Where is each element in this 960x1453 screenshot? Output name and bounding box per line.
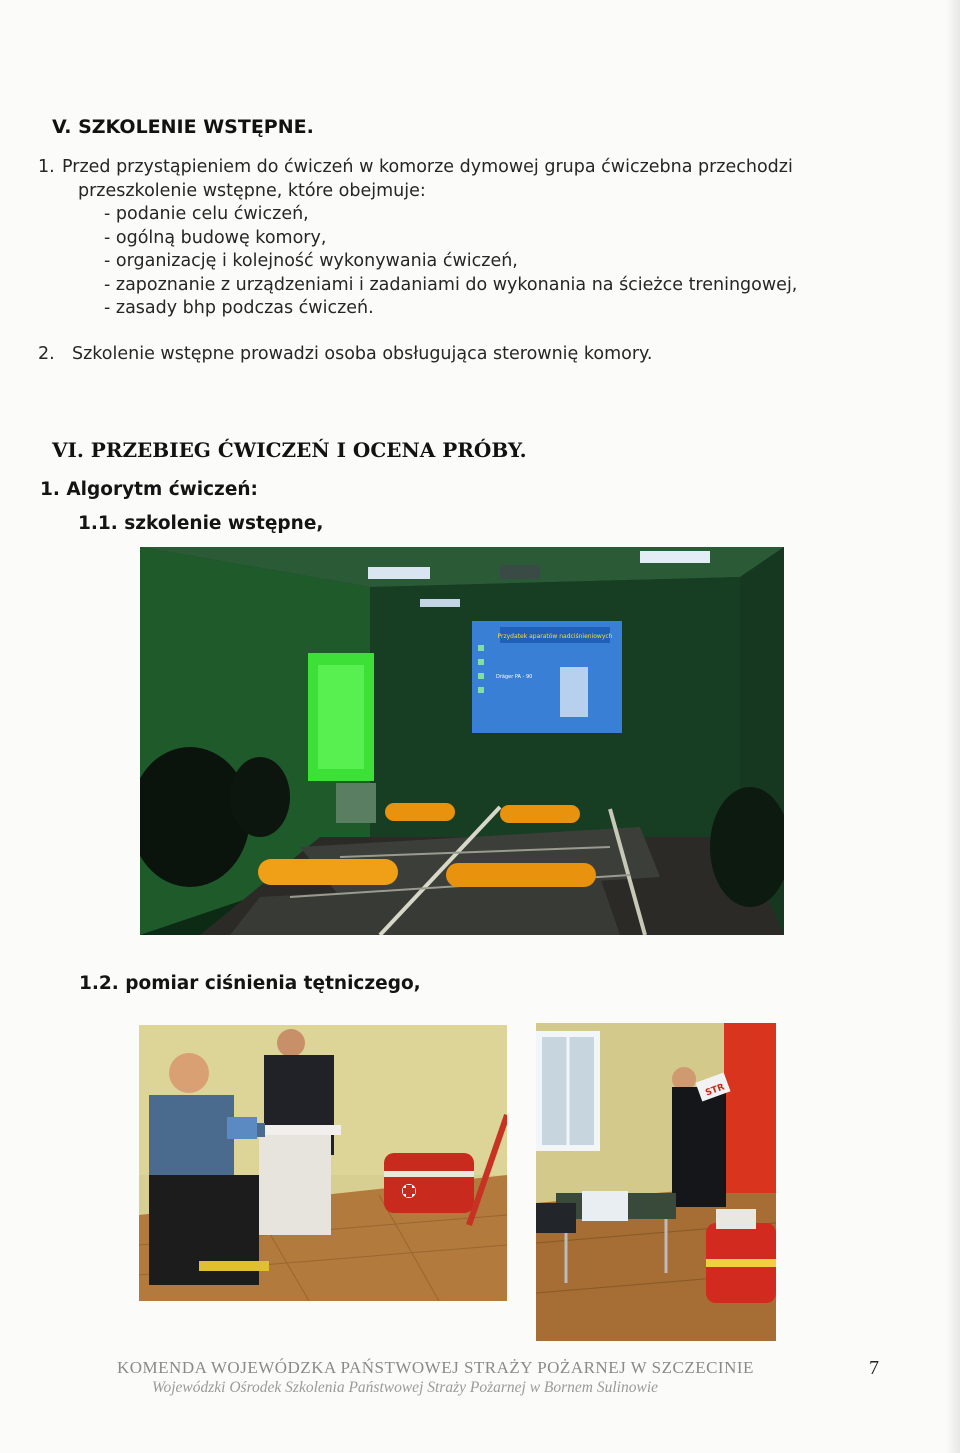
photo-stretcher	[536, 1023, 776, 1341]
page-number: 7	[869, 1357, 879, 1379]
section-title-6: VI. PRZEBIEG ĆWICZEŃ I OCENA PRÓBY.	[52, 438, 527, 462]
photo-training-room	[140, 547, 784, 935]
screen-title: Przydatek aparatów nadciśnieniowych	[497, 633, 613, 640]
item-1-number: 1.	[38, 157, 55, 177]
person-head	[169, 1053, 209, 1093]
blood-pressure-image	[139, 1025, 507, 1301]
medical-kit	[582, 1191, 628, 1221]
list-item: - zapoznanie z urządzeniami i zadaniami do wykonania na ścieżce treningowej,	[104, 274, 797, 298]
list-item: - zasady bhp podczas ćwiczeń.	[104, 297, 797, 321]
projector	[500, 565, 540, 579]
person-standing	[672, 1087, 726, 1207]
item-2-text: Szkolenie wstępne prowadzi osoba obsługująca sterownię komory.	[72, 344, 653, 364]
item-2	[38, 343, 652, 367]
item-2-number: 2.	[38, 344, 55, 364]
item-1	[38, 156, 793, 203]
footer-institution: KOMENDA WOJEWÓDZKA PAŃSTWOWEJ STRAŻY POŻARNEJ W SZCZECINIE	[117, 1358, 754, 1377]
list-item: - organizację i kolejność wykonywania ćwiczeń,	[104, 250, 797, 274]
ceiling-light	[420, 599, 460, 607]
badge-text: STR	[704, 1082, 727, 1099]
item-1-line-1: Przed przystąpieniem do ćwiczeń w komorze dymowej grupa ćwiczebna przechodzi	[62, 157, 793, 177]
list-item: - ogólną budowę komory,	[104, 227, 797, 251]
stretcher-board	[724, 1023, 776, 1193]
ceiling-light	[368, 567, 430, 579]
air-cylinder	[258, 859, 398, 885]
person-head	[277, 1029, 305, 1057]
ceiling-light	[640, 551, 710, 563]
item-1-line-2: przeszkolenie wstępne, które obejmuje:	[78, 180, 426, 201]
bp-cuff	[227, 1117, 257, 1139]
photo-blood-pressure	[139, 1025, 507, 1301]
page-edge-shadow	[946, 0, 960, 1453]
stretcher-image	[536, 1023, 776, 1341]
medical-bag	[384, 1153, 474, 1213]
list-item: - podanie celu ćwiczeń,	[104, 203, 797, 227]
training-scope-list	[104, 203, 797, 321]
air-cylinder	[385, 803, 455, 821]
subheading-training: 1.1. szkolenie wstępne,	[78, 513, 324, 534]
air-cylinder	[446, 863, 596, 887]
footer-center-name: Wojewódzki Ośrodek Szkolenia Państwowej Straży Pożarnej w Bornem Sulinowie	[152, 1379, 659, 1396]
subheading-algorithm: 1. Algorytm ćwiczeń:	[40, 479, 258, 500]
training-room-image	[140, 547, 784, 935]
air-cylinder	[500, 805, 580, 823]
section-title-5: V. SZKOLENIE WSTĘPNE.	[52, 116, 314, 138]
screen-label: Dräger PA - 90	[496, 674, 533, 680]
subheading-blood-pressure: 1.2. pomiar ciśnienia tętniczego,	[79, 973, 421, 994]
